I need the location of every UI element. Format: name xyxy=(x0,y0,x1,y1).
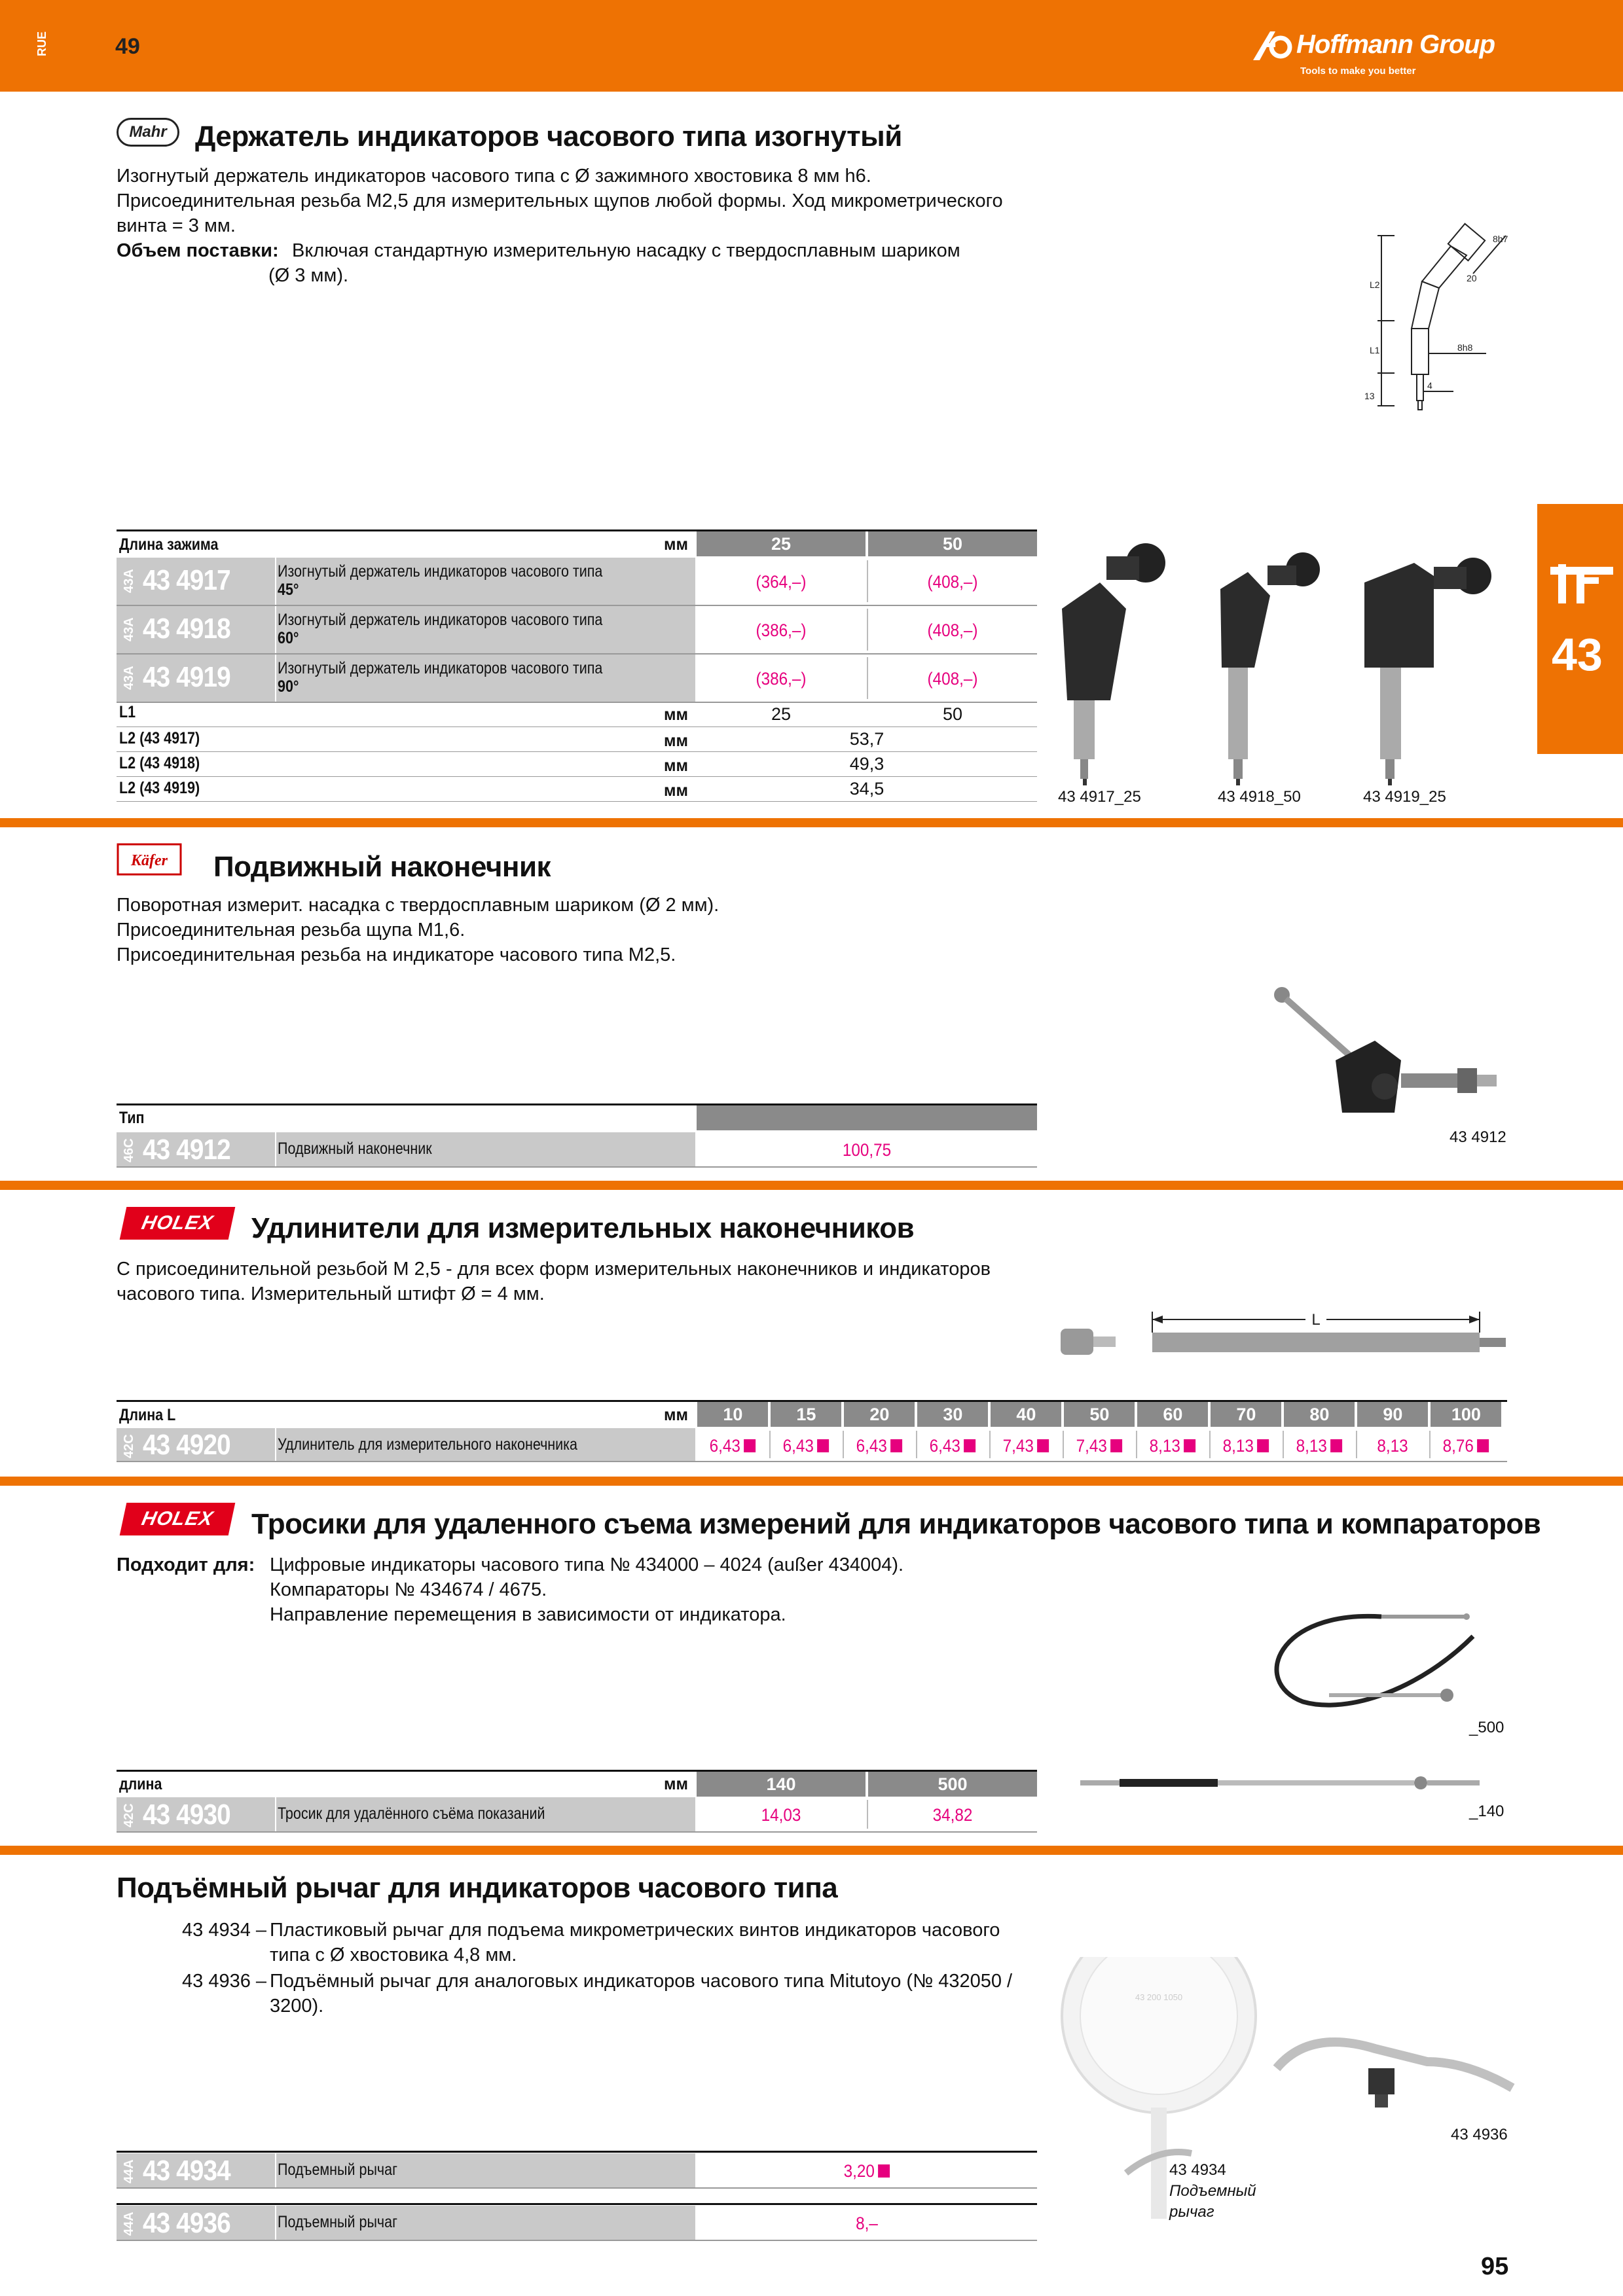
s2-col-head xyxy=(697,1105,1037,1130)
cable-image-140 xyxy=(1080,1767,1512,1800)
s2-line: Поворотная измерит. насадка с твердосплавным шариком (Ø 2 мм). xyxy=(117,895,720,916)
row-separator xyxy=(117,2187,1037,2189)
s3-col-head: 90 xyxy=(1357,1402,1428,1427)
article-code: 46C xyxy=(122,1138,136,1162)
article-desc: Изогнутый держатель индикаторов часового типа xyxy=(278,659,603,677)
col-divider xyxy=(867,657,868,699)
article-number: 43 4918 xyxy=(143,613,230,645)
dim-label: L2 (43 4919) xyxy=(119,779,200,797)
s4-head-unit: мм xyxy=(664,1775,688,1793)
row-separator xyxy=(117,1461,1507,1462)
logo-name: Hoffmann Group xyxy=(1296,30,1495,59)
s3-col-head: 50 xyxy=(1064,1402,1135,1427)
s4-fits xyxy=(270,1552,903,1627)
s5-item-text xyxy=(270,1969,1012,2018)
col-divider xyxy=(769,1431,771,1458)
table-row[interactable] xyxy=(117,2153,1037,2187)
price-value: 7,43 xyxy=(1076,1436,1108,1456)
article-number: 43 4930 xyxy=(143,1799,230,1831)
dim-value: 50 xyxy=(942,704,963,724)
s3-price xyxy=(848,1436,911,1456)
s4-title: Тросики для удаленного съема измерений для индикаторов часового типа и компараторов xyxy=(251,1508,1541,1540)
s3-col-head: 10 xyxy=(697,1402,768,1427)
table-row[interactable] xyxy=(117,606,1037,653)
section-divider xyxy=(0,1846,1623,1855)
article-desc-angle: 45° xyxy=(278,581,299,599)
s5-table-top-rule xyxy=(117,2151,1037,2153)
s3-price xyxy=(701,1436,765,1456)
drawing-label: L2 xyxy=(1370,279,1380,290)
dim-value: 49,3 xyxy=(849,754,884,774)
drawing-label: 8h8 xyxy=(1457,342,1473,353)
s3-line: С присоединительной резьбой M 2,5 - для всех форм измерительных наконечников и индикаторов xyxy=(117,1259,991,1280)
table-row[interactable] xyxy=(117,1132,1037,1166)
net-price-marker-icon xyxy=(964,1439,976,1452)
price-25: (364,–) xyxy=(756,572,807,592)
article-code: 43A xyxy=(122,569,136,593)
s5-item-no: 43 4934 – xyxy=(182,1920,267,1941)
price: 8,– xyxy=(856,2214,878,2233)
s1-supply-text2: (Ø 3 мм). xyxy=(268,265,349,286)
s1-line: Изогнутый держатель индикаторов часового типа с Ø зажимного хвостовика 8 мм h6. xyxy=(117,166,871,187)
row-separator xyxy=(117,2240,1037,2241)
s3-price xyxy=(1068,1436,1131,1456)
caption-434919: 43 4919_25 xyxy=(1363,788,1446,806)
price-value: 7,43 xyxy=(1003,1436,1034,1456)
price-value: 8,13 xyxy=(1377,1436,1409,1456)
caption-cable-140: _140 xyxy=(1469,1803,1504,1820)
s4-col-head: 500 xyxy=(868,1772,1037,1797)
s3-price xyxy=(1434,1436,1498,1456)
article-number: 43 4912 xyxy=(143,1134,230,1166)
s2-title: Подвижный наконечник xyxy=(213,851,551,883)
dim-label: L2 (43 4918) xyxy=(119,754,200,772)
s2-description xyxy=(117,893,719,967)
section-divider xyxy=(0,818,1623,827)
s5-item-line: 3200). xyxy=(270,1996,324,2017)
row-separator xyxy=(117,702,1037,703)
product-image-434919 xyxy=(1355,550,1499,792)
price-value: 6,43 xyxy=(856,1436,888,1456)
s1-col-head: 50 xyxy=(868,531,1037,556)
s1-head-unit: мм xyxy=(664,535,688,554)
price-value: 8,13 xyxy=(1296,1436,1328,1456)
lang-code: RUE xyxy=(35,31,48,56)
s5-item-line: Пластиковый рычаг для подъема микрометрических винтов индикаторов часового xyxy=(270,1920,1000,1941)
s3-head-label: Длина L xyxy=(119,1406,176,1424)
price-value: 6,43 xyxy=(710,1436,741,1456)
article-number: 43 4917 xyxy=(143,564,230,596)
section-tab[interactable] xyxy=(1537,504,1623,754)
brand-holex-logo: HOLEX xyxy=(120,1207,236,1240)
price-50: (408,–) xyxy=(927,669,978,689)
price-500: 34,82 xyxy=(932,1805,973,1825)
col-divider xyxy=(867,609,868,651)
s3-price xyxy=(1288,1436,1351,1456)
s3-col-head: 15 xyxy=(771,1402,841,1427)
article-code: 43A xyxy=(122,666,136,690)
product-image-434917 xyxy=(1048,537,1178,792)
col-divider xyxy=(1136,1431,1137,1458)
dial-gauge-image xyxy=(1061,1957,1257,2219)
article-number: 43 4920 xyxy=(143,1429,230,1461)
s2-head-label: Тип xyxy=(119,1109,145,1127)
s1-line: винта = 3 мм. xyxy=(117,215,236,236)
s3-head-unit: мм xyxy=(664,1406,688,1424)
net-price-marker-icon xyxy=(818,1439,830,1452)
s5-item-line: Подъёмный рычаг для аналоговых индикаторов часового типа Mitutoyo (№ 432050 / xyxy=(270,1971,1013,1992)
price-25: (386,–) xyxy=(756,669,807,689)
col-divider xyxy=(1283,1431,1284,1458)
article-desc: Изогнутый держатель индикаторов часового типа xyxy=(278,611,603,629)
s5-item-text xyxy=(270,1918,1000,1967)
hoffmann-logo-icon xyxy=(1250,29,1292,62)
dim-label: L1 xyxy=(119,703,136,721)
s3-col-head: 30 xyxy=(917,1402,988,1427)
s4-head-label: длина xyxy=(119,1775,162,1793)
s3-col-head: 40 xyxy=(991,1402,1061,1427)
price-value: 3,20 xyxy=(843,2161,875,2181)
net-price-marker-icon xyxy=(744,1439,756,1452)
article-desc: Подъемный рычаг xyxy=(278,2213,397,2231)
page-number-bottom: 95 xyxy=(1481,2253,1509,2280)
price: 100,75 xyxy=(842,1140,892,1160)
article-desc: Удлинитель для измерительного наконечника xyxy=(278,1435,578,1454)
row-separator xyxy=(117,726,1037,727)
article-code: 44A xyxy=(122,2159,136,2183)
s4-col-head: 140 xyxy=(697,1772,866,1797)
col-divider xyxy=(989,1431,991,1458)
col-divider xyxy=(1209,1431,1211,1458)
dim-unit: мм xyxy=(664,706,688,724)
caption-434912: 43 4912 xyxy=(1450,1128,1506,1146)
caption-434936: 43 4936 xyxy=(1451,2126,1508,2144)
product-image-434912 xyxy=(1264,982,1525,1126)
s3-line: часового типа. Измерительный штифт Ø = 4 мм. xyxy=(117,1283,545,1304)
article-number: 43 4934 xyxy=(143,2155,230,2187)
logo-tagline: Tools to make you better xyxy=(1300,65,1416,77)
drawing-label: 8h7 xyxy=(1493,234,1508,244)
s4-fits-label: Подходит для: xyxy=(117,1554,255,1575)
caliper-icon xyxy=(1550,564,1613,610)
drawing-label-L: L xyxy=(1311,1311,1321,1329)
drawing-label: L1 xyxy=(1370,345,1380,355)
s3-price xyxy=(775,1436,838,1456)
row-separator xyxy=(117,751,1037,752)
row-separator xyxy=(117,1831,1037,1833)
brand-holex-logo: HOLEX xyxy=(120,1503,236,1535)
s3-col-head: 60 xyxy=(1137,1402,1208,1427)
drawing-label: 4 xyxy=(1427,380,1432,391)
s1-description xyxy=(117,164,1003,238)
article-code: 42C xyxy=(122,1434,136,1458)
price-value: 8,13 xyxy=(1223,1436,1254,1456)
s3-col-head: 20 xyxy=(844,1402,915,1427)
dim-unit: мм xyxy=(664,732,688,750)
table-row[interactable] xyxy=(117,558,1037,605)
brand-mahr-logo: Mahr xyxy=(117,118,179,147)
price-value: 6,43 xyxy=(930,1436,961,1456)
article-number: 43 4936 xyxy=(143,2207,230,2239)
s5-title: Подъёмный рычаг для индикаторов часового типа xyxy=(117,1872,838,1904)
net-price-marker-icon xyxy=(1184,1439,1196,1452)
s1-supply-text: Включая стандартную измерительную насадку с твердосплавным шариком xyxy=(292,240,960,261)
s4-fits-line: Цифровые индикаторы часового типа № 434000 – 4024 (außer 434004). xyxy=(270,1554,904,1575)
brand-kafer-text: Käfer xyxy=(131,852,168,869)
hoffmann-logo xyxy=(1250,26,1512,79)
table-row[interactable] xyxy=(117,655,1037,702)
s3-description xyxy=(117,1257,991,1306)
s3-col-head: 100 xyxy=(1431,1402,1501,1427)
caption-434918: 43 4918_50 xyxy=(1218,788,1301,806)
col-divider xyxy=(1356,1431,1357,1458)
article-desc-angle: 90° xyxy=(278,677,299,696)
drawing-label: 20 xyxy=(1467,273,1477,283)
s1-head-label: Длина зажима xyxy=(119,535,219,554)
section-divider xyxy=(0,1477,1623,1486)
row-separator xyxy=(117,1166,1037,1168)
col-divider xyxy=(867,560,868,602)
s3-title: Удлинители для измерительных наконечников xyxy=(251,1212,915,1244)
s1-col-head: 25 xyxy=(697,531,866,556)
drawing-label: 13 xyxy=(1364,391,1375,401)
s3-price xyxy=(1214,1436,1278,1456)
page-number-top: 49 xyxy=(115,34,140,59)
col-divider xyxy=(843,1431,844,1458)
article-desc: Тросик для удалённого съёма показаний xyxy=(278,1804,545,1823)
dim-value: 25 xyxy=(771,704,792,724)
net-price-marker-icon xyxy=(891,1439,903,1452)
s1-supply-label: Объем поставки: xyxy=(117,240,279,261)
product-image-434918 xyxy=(1205,550,1336,792)
dim-value: 53,7 xyxy=(849,729,884,749)
article-code: 44A xyxy=(122,2212,136,2236)
article-desc: Подъемный рычаг xyxy=(278,2161,397,2179)
col-divider xyxy=(916,1431,917,1458)
article-code: 42C xyxy=(122,1803,136,1827)
table-row[interactable] xyxy=(117,2206,1037,2240)
article-code: 43A xyxy=(122,617,136,641)
s4-fits-line: Компараторы № 434674 / 4675. xyxy=(270,1579,547,1600)
row-separator xyxy=(117,776,1037,777)
price-value: 8,13 xyxy=(1150,1436,1181,1456)
extension-drawing xyxy=(1054,1302,1512,1374)
article-desc: Изогнутый держатель индикаторов часового типа xyxy=(278,562,603,581)
s3-price xyxy=(1361,1436,1425,1456)
s2-line: Присоединительная резьба щупа M1,6. xyxy=(117,920,465,941)
caption-434917: 43 4917_25 xyxy=(1058,788,1141,806)
net-price-marker-icon xyxy=(1111,1439,1123,1452)
dim-unit: мм xyxy=(664,781,688,800)
dim-label: L2 (43 4917) xyxy=(119,729,200,747)
s5-item-line: типа с Ø хвостовика 4,8 мм. xyxy=(270,1945,517,1965)
s2-line: Присоединительная резьба на индикаторе часового типа M2,5. xyxy=(117,944,676,965)
dim-unit: мм xyxy=(664,757,688,775)
price-50: (408,–) xyxy=(927,620,978,640)
dim-value: 34,5 xyxy=(849,779,884,798)
price-value: 6,43 xyxy=(783,1436,814,1456)
price-25: (386,–) xyxy=(756,620,807,640)
s3-price xyxy=(921,1436,985,1456)
col-divider xyxy=(867,1800,868,1829)
s3-col-head: 70 xyxy=(1211,1402,1281,1427)
net-price-marker-icon xyxy=(878,2164,890,2178)
article-desc-angle: 60° xyxy=(278,629,299,647)
net-price-marker-icon xyxy=(1478,1439,1489,1452)
s5-table-rule xyxy=(117,2203,1037,2205)
brand-kafer-logo xyxy=(117,843,182,878)
article-number: 43 4919 xyxy=(143,661,230,693)
caption-434934-label2: рычаг xyxy=(1169,2203,1214,2221)
net-price-marker-icon xyxy=(1038,1439,1049,1452)
s1-title: Держатель индикаторов часового типа изогнутый xyxy=(195,120,902,152)
s3-col-head: 80 xyxy=(1284,1402,1355,1427)
s5-item-no: 43 4936 – xyxy=(182,1971,267,1992)
table-row[interactable] xyxy=(117,1797,1037,1831)
cable-image-500 xyxy=(1250,1590,1512,1721)
caption-434934-label: Подъемный xyxy=(1169,2182,1256,2200)
s1-line: Присоединительная резьба M2,5 для измерительных щупов любой формы. Ход микрометрического xyxy=(117,190,1003,211)
price-50: (408,–) xyxy=(927,572,978,592)
s3-price xyxy=(994,1436,1058,1456)
net-price-marker-icon xyxy=(1331,1439,1343,1452)
price-value: 8,76 xyxy=(1443,1436,1474,1456)
caption-cable-500: _500 xyxy=(1469,1719,1504,1736)
net-price-marker-icon xyxy=(1258,1439,1269,1452)
price xyxy=(714,2161,1020,2181)
section-divider xyxy=(0,1181,1623,1190)
article-desc: Подвижный наконечник xyxy=(278,1139,432,1158)
section-number: 43 xyxy=(1552,629,1603,680)
price-140: 14,03 xyxy=(761,1805,801,1825)
s3-price xyxy=(1141,1436,1205,1456)
holder-technical-drawing xyxy=(1355,216,1519,425)
lever-image-434936 xyxy=(1270,2022,1519,2127)
col-divider xyxy=(1063,1431,1064,1458)
s4-fits-line: Направление перемещения в зависимости от индикатора. xyxy=(270,1604,786,1625)
caption-434934: 43 4934 xyxy=(1169,2161,1226,2179)
row-separator xyxy=(117,801,1037,802)
col-divider xyxy=(1429,1431,1431,1458)
dial-text: 43 200 1050 xyxy=(1135,1992,1183,2002)
